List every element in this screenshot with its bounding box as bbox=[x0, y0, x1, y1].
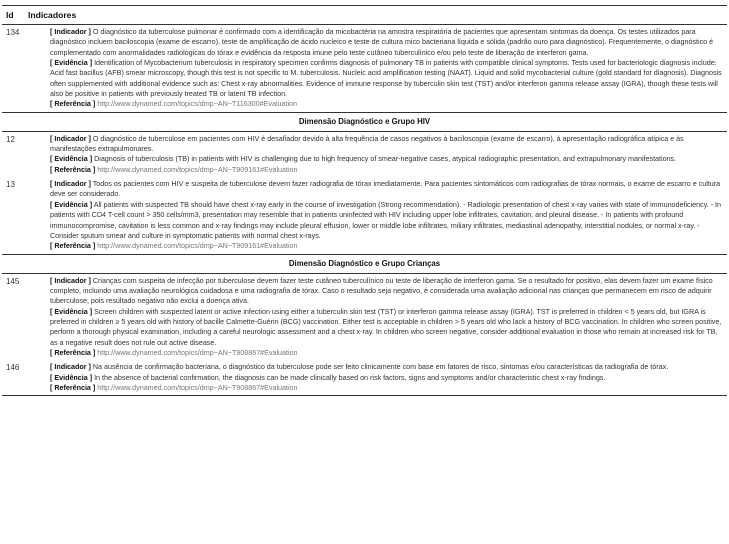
table-row bbox=[2, 274, 727, 361]
evidencia-paragraph bbox=[50, 307, 725, 348]
indicators-column-header: Indicadores bbox=[28, 10, 77, 20]
referencia-paragraph bbox=[50, 241, 725, 251]
referencia-paragraph bbox=[50, 99, 725, 109]
indicador-paragraph bbox=[50, 276, 725, 307]
indicador-paragraph bbox=[50, 362, 725, 372]
table-header bbox=[2, 6, 727, 25]
evidencia-text: Diagnosis of tuberculosis (TB) in patients with HIV is challenging due to high frequency of smear-negative cases, atypical radiographic presentation, and extrapulmonary manifestations. bbox=[94, 154, 677, 164]
table-row bbox=[2, 360, 727, 396]
evidencia-paragraph bbox=[50, 58, 725, 99]
row-id: 13 bbox=[6, 180, 15, 190]
referencia-label: [ Referência ] bbox=[50, 99, 96, 109]
evidencia-label: [ Evidência ] bbox=[50, 306, 93, 316]
indicador-text: Crianças com suspeita de infecção por tuberculose devem fazer teste cutâneo tuberculínico ou teste de liberação de interferon gama. Se o resultado for positivo, elas devem fazer um exame físico completo, incluindo uma avaliação neurológica cuidadosa e uma radiografia de tórax. Caso o resultado seja negativo, é considerada uma avaliação adicional nas crianças que permanecem em risco de adquirir tuberculose, pois resultado negativo não exclui a doença ativa. bbox=[50, 275, 713, 306]
table-row bbox=[2, 132, 727, 177]
referencia-label: [ Referência ] bbox=[50, 164, 96, 174]
indicador-text: O diagnóstico de tuberculose em pacientes com HIV é desafiador devido à alta frequência de casos negativos à baciloscopia (exame de escarro), à apresentação radiográfica atípica e às manifestações extrapulmonares. bbox=[50, 133, 684, 154]
reference-link[interactable]: http://www.dynamed.com/topics/dmp~AN~T909161#Evaluation bbox=[97, 164, 298, 174]
referencia-label: [ Referência ] bbox=[50, 347, 96, 357]
table-row bbox=[2, 177, 727, 254]
evidencia-paragraph bbox=[50, 373, 725, 383]
row-id: 145 bbox=[6, 276, 20, 286]
indicador-label: [ Indicador ] bbox=[50, 179, 91, 189]
evidencia-label: [ Evidência ] bbox=[50, 154, 93, 164]
indicador-paragraph bbox=[50, 27, 725, 58]
referencia-paragraph bbox=[50, 383, 725, 393]
reference-link[interactable]: http://www.dynamed.com/topics/dmp~AN~T909161#Evaluation bbox=[97, 241, 298, 251]
evidencia-label: [ Evidência ] bbox=[50, 58, 93, 68]
referencia-paragraph bbox=[50, 165, 725, 175]
id-column-header: Id bbox=[6, 10, 14, 20]
indicador-text: Na ausência de confirmação bacteriana, o diagnóstico da tuberculose pode ser feito clinicamente com base em fatores de risco, sintomas e/ou características da radiografia de tórax. bbox=[92, 362, 669, 372]
indicador-label: [ Indicador ] bbox=[50, 275, 91, 285]
referencia-label: [ Referência ] bbox=[50, 241, 96, 251]
indicador-label: [ Indicador ] bbox=[50, 362, 91, 372]
indicador-text: Todos os pacientes com HIV e suspeita de tuberculose devem fazer radiografia de tórax imediatamente. Para pacientes sintomáticos com radiografias de tórax normais, o exame de escarro e cultura deve ser considerado. bbox=[50, 179, 721, 199]
evidencia-text: Identification of Mycobacterium tuberculosis in respiratory specimen confirms diagnosis of pulmonary TB in patients with compatible clinical symptoms. Tests used for bacteriologic diagnosis include: Acid fast bacillus (AFB) smear microscopy, though this test is not specific to M. tuberculosis. Nucleic acid amplification testing (NAAT). Liquid and solid mycobacterial culture (gold standard for diagnosis). Diagnosis often supplemented with additional evidence such as: Chest x-ray abnormalities. Evidence of immune response by tuberculin skin test (TST) and/or interferon gamma release assay (IGRA), though these tests will also be positive in patients with previously treated TB or latent TB infection. bbox=[50, 58, 722, 99]
evidencia-text: Screen children with suspected latent or active infection using either a tuberculin skin test (TST) or interferon gamma release assay (IGRA). TST is preferred in children < 5 years old, but IGRA is preferred in children ≥ 5 years old with history of bacille Calmette-Guérin (BCG) vaccination. Either test is acceptable in children > 5 years old who lack a history of BCG vaccination. In children who screen positive, perform a thorough physical examination, including a careful neurologic assessment and a chest x-ray. In children who screen negative, consider additional evaluation in those who remain at increased risk for TB, as a negative result does not rule out active disease. bbox=[50, 306, 722, 347]
indicador-label: [ Indicador ] bbox=[50, 27, 91, 36]
referencia-label: [ Referência ] bbox=[50, 382, 96, 392]
reference-link[interactable]: http://www.dynamed.com/topics/dmp~AN~T116300#Evaluation bbox=[97, 99, 297, 109]
row-content bbox=[50, 274, 725, 361]
evidencia-text: All patients with suspected TB should have chest x-ray early in the course of investigation (Strong recommendation). - Radiologic presentation of chest x-ray varies with state of immunodeficiency. - In patients with CD4 T-cell count > 350 cells/mm3, presentation may resemble that in patients uninfected with HIV including upper lobe infiltrates, cavitation, and pleural disease. - In patients with profound immunocompromise, cavitation is less common and x-ray findings may include pleural effusion, lower or middle lobe infiltrates, miliary infiltrates, mediastinal adenopathy, interstitial nodules, or normal x-ray. - Consider sputum smear and culture in symptomatic patients with normal chest x-rays. bbox=[50, 199, 722, 240]
indicador-paragraph bbox=[50, 179, 725, 200]
row-content bbox=[50, 25, 725, 112]
table-row bbox=[2, 25, 727, 113]
indicators-table bbox=[2, 5, 727, 396]
row-content bbox=[50, 360, 725, 395]
evidencia-label: [ Evidência ] bbox=[50, 199, 93, 209]
referencia-paragraph bbox=[50, 348, 725, 358]
row-content bbox=[50, 177, 725, 253]
evidencia-label: [ Evidência ] bbox=[50, 372, 93, 382]
row-id: 146 bbox=[6, 363, 20, 373]
evidencia-text: In the absence of bacterial confirmation, the diagnosis can be made clinically based on risk factors, signs and symptoms and/or characteristic chest x-ray findings. bbox=[94, 372, 606, 382]
reference-link[interactable]: http://www.dynamed.com/topics/dmp~AN~T908867#Evaluation bbox=[97, 382, 298, 392]
row-id: 134 bbox=[6, 28, 20, 37]
row-content bbox=[50, 132, 725, 177]
reference-link[interactable]: http://www.dynamed.com/topics/dmp~AN~T908867#Evaluation bbox=[97, 347, 298, 357]
indicador-label: [ Indicador ] bbox=[50, 133, 91, 143]
indicador-text: O diagnóstico da tuberculose pulmonar é confirmado com a identificação da micobactéria na amostra respiratória de pacientes que apresentam sintomas da doença. Os testes utilizados para diagnóstico incluem baciloscopia (exame de escarro), teste de amplificação de ácido nucleico e teste de cultura mico bacteriana líquida e sólida (padrão ouro para diagnóstico). Frequentemente, o diagnóstico é complementado com anormalidades radiológicas do tórax e evidência da resposta imune pelo teste cutâneo tuberculínico e/ou pelo teste de liberação de interferon gama. bbox=[50, 27, 714, 57]
section-header-hiv: Dimensão Diagnóstico e Grupo HIV bbox=[2, 113, 727, 132]
section-header-children: Dimensão Diagnóstico e Grupo Crianças bbox=[2, 255, 727, 274]
indicador-paragraph bbox=[50, 134, 725, 155]
evidencia-paragraph bbox=[50, 200, 725, 241]
evidencia-paragraph bbox=[50, 154, 725, 164]
row-id: 12 bbox=[6, 134, 15, 144]
